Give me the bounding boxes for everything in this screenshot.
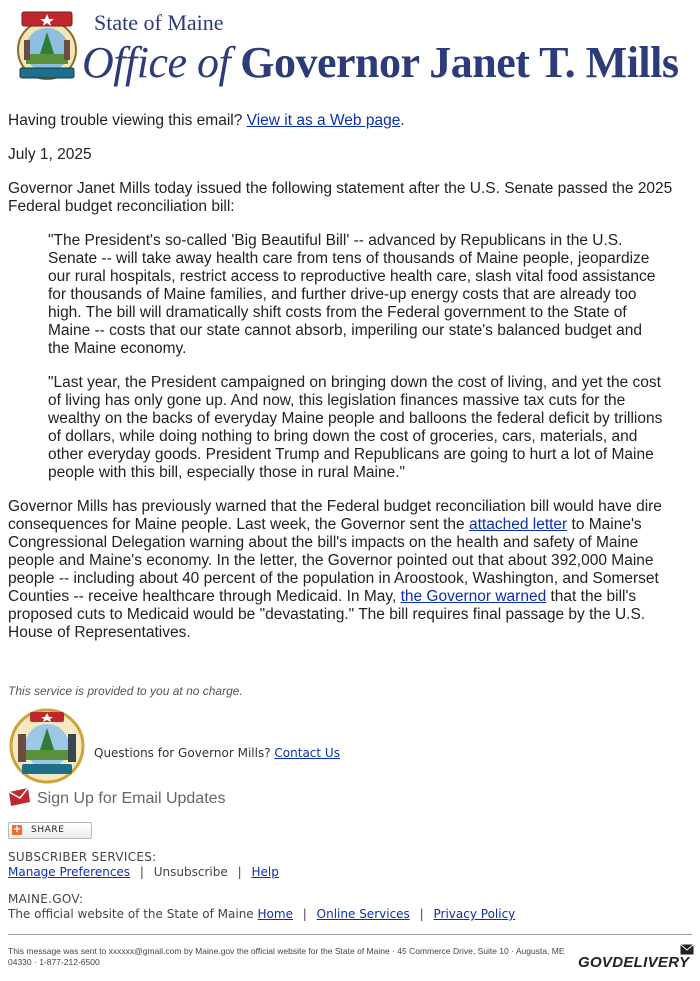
maine-gov-desc: The official website of the State of Maine — [8, 907, 254, 921]
share-label: SHARE — [31, 825, 65, 835]
web-view-suffix: . — [400, 112, 405, 129]
quote-paragraph-2: "Last year, the President campaigned on bringing down the cost of living, and yet the cost of living has only gone up. And now, this legislation finances massive tax cuts for the wealthy on the backs of everyday Maine people and balloons the federal deficit by trillions of dollars, while doing nothing to bring down the cost of groceries, cars, materials, and other everyday goods. President Trump and Republicans are going to hurt a lot of Maine people with this bill, especially those in rural Maine." — [48, 374, 663, 481]
state-of-maine-heading: State of Maine — [94, 10, 224, 35]
governor-name: Governor Janet T. Mills — [240, 38, 679, 87]
manage-preferences-link[interactable]: Manage Preferences — [8, 865, 131, 879]
office-title — [82, 38, 679, 88]
online-services-link[interactable]: Online Services — [316, 907, 410, 921]
separator: | — [419, 907, 424, 921]
govdelivery-text: GOVDELIVERY — [578, 954, 690, 971]
maine-state-seal-icon — [16, 10, 78, 82]
separator: | — [237, 865, 242, 879]
attached-letter-link[interactable]: attached letter — [468, 516, 568, 533]
separator: | — [139, 865, 144, 879]
view-web-page-link[interactable]: View it as a Web page — [246, 112, 401, 129]
separator: | — [302, 907, 307, 921]
maine-gov-links — [8, 892, 515, 922]
closing-paragraph — [8, 498, 688, 642]
subscriber-services — [8, 850, 279, 880]
header-banner — [14, 6, 694, 86]
questions-text: Questions for Governor Mills? — [94, 746, 271, 760]
web-view-notice — [8, 112, 688, 130]
plus-icon: + — [12, 824, 22, 835]
closing-text-3: that the bill's proposed cuts to Medicaid would be "devastating." The bill requires final passage by the U.S. House of Representatives. — [8, 588, 646, 641]
closing-text-2: to Maine's Congressional Delegation warning about the bill's impacts on the health and safety of Maine people and Maine's economy. In the letter, the Governor pointed out that about 392,000 Maine people -- including about 40 percent of the population in Aroostook, Washington, and Somerset Counties -- receive healthcare through Medicaid. In May, — [8, 516, 659, 605]
contact-us-link[interactable]: Contact Us — [274, 746, 340, 760]
questions-line — [94, 746, 340, 760]
service-note: This service is provided to you at no charge. — [8, 684, 243, 698]
fine-print: This message was sent to xxxxxx@gmail.com by Maine.gov the official website for the State of Maine · 45 Commerce Drive, Suite 10 · Augusta, ME 04330 · 1-877-212-6500 — [8, 946, 565, 967]
help-link[interactable]: Help — [251, 865, 279, 879]
closing-text-1: Governor Mills has previously warned that the Federal budget reconciliation bill would have dire consequences for Maine people. Last week, the Governor sent the — [8, 498, 662, 533]
signup-text: Sign Up for Email Updates — [37, 790, 226, 807]
email-body — [8, 112, 688, 642]
privacy-policy-link[interactable]: Privacy Policy — [433, 907, 516, 921]
subscriber-heading: SUBSCRIBER SERVICES: — [8, 850, 157, 864]
web-view-prefix: Having trouble viewing this email? — [8, 112, 243, 129]
office-of-text: Office of — [82, 38, 231, 87]
home-link[interactable]: Home — [257, 907, 293, 921]
maine-state-seal-icon — [8, 708, 86, 784]
governor-warned-link[interactable]: the Governor warned — [400, 588, 547, 605]
intro-paragraph: Governor Janet Mills today issued the following statement after the U.S. Senate passed the 2025 Federal budget reconciliation bill: — [8, 180, 673, 215]
envelope-icon — [8, 786, 32, 808]
statement-quote — [48, 232, 663, 482]
maine-gov-heading: MAINE.GOV: — [8, 892, 84, 906]
govdelivery-logo — [578, 944, 694, 976]
share-button[interactable] — [8, 822, 92, 839]
quote-paragraph-1: "The President's so-called 'Big Beautiful Bill' -- advanced by Republicans in the U.S. Senate -- will take away health care from tens of thousands of Maine people, jeopardize our rural hospitals, restrict access to reproductive health care, slash vital food assistance for thousands of Maine families, and further drive-up energy costs that are already too high. The bill will dramatically shift costs from the Federal government to the State of Maine -- costs that our state cannot absorb, imperiling our state's balanced budget and the Maine economy. — [48, 232, 656, 357]
footer-divider — [8, 934, 692, 935]
unsubscribe-link[interactable]: Unsubscribe — [153, 865, 228, 879]
envelope-icon — [680, 944, 694, 955]
press-date: July 1, 2025 — [8, 146, 92, 163]
